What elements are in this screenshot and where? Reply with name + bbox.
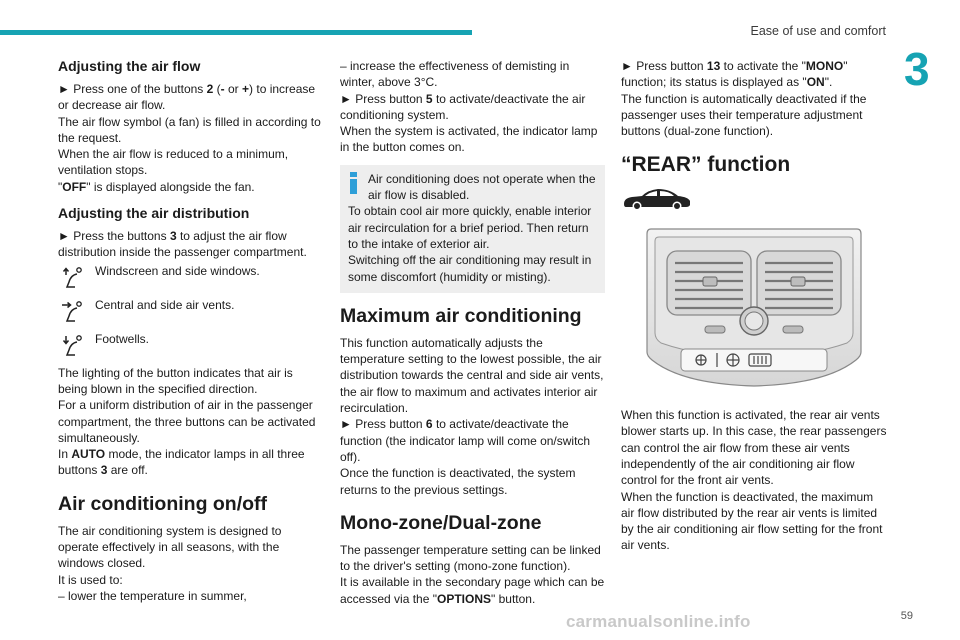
air-distribution-vents-icon <box>58 297 88 327</box>
paragraph: For a uniform distribution of air in the passenger compartment, the three buttons can be activated simultaneously. <box>58 398 316 445</box>
distribution-label: Windscreen and side windows. <box>95 263 260 278</box>
paragraph: ► Press the buttons 3 to adjust the air flow distribution inside the passenger compartment. <box>58 229 307 260</box>
paragraph: The lighting of the button indicates that air is being blown in the specified direction. <box>58 365 293 396</box>
air-distribution-footwells-icon <box>58 331 88 361</box>
paragraph: In AUTO mode, the indicator lamps in all three buttons 3 are off. <box>58 447 305 478</box>
info-icon <box>348 171 360 195</box>
heading-rear-function: “REAR” function <box>621 153 791 177</box>
distribution-item <box>58 263 323 293</box>
paragraph: The air conditioning system is designed to operate effectively in all seasons, with the windows closed. <box>58 523 282 571</box>
paragraph: – lower the temperature in summer, <box>58 588 247 603</box>
distribution-item <box>58 331 323 361</box>
watermark: carmanualsonline.info <box>566 612 751 631</box>
note-text: Air conditioning does not operate when the air flow is disabled. <box>368 171 596 203</box>
paragraph: ► Press one of the buttons 2 (- or +) to increase or decrease air flow. <box>58 82 316 113</box>
note-text: To obtain cool air more quickly, enable interior air recirculation for a brief period. Then return to the intake of exterior air. <box>348 204 592 251</box>
chapter-number: 3 <box>904 43 930 95</box>
column-2 <box>340 58 605 607</box>
paragraph: ► Press button 13 to activate the "MONO" function; its status is displayed as "ON". <box>621 59 848 90</box>
column-1 <box>58 58 323 604</box>
heading-air-conditioning: Air conditioning on/off <box>58 492 268 515</box>
paragraph: When the function is deactivated, the maximum air flow distributed by the rear air vents is limited by the air conditioning air flow setting for the front air vents. <box>621 489 883 553</box>
paragraph: The passenger temperature setting can be linked to the driver's setting (mono-zone function). <box>340 542 601 574</box>
distribution-label: Footwells. <box>95 331 150 346</box>
paragraph: The air flow symbol (a fan) is filled in according to the request. <box>58 114 321 145</box>
paragraph: – increase the effectiveness of demisting in winter, above 3°C. <box>340 59 570 90</box>
car-silhouette-icon <box>621 186 889 216</box>
header-accent-bar <box>0 30 472 35</box>
paragraph: When the system is activated, the indicator lamp in the button comes on. <box>340 124 598 155</box>
paragraph: "OFF" is displayed alongside the fan. <box>58 179 255 194</box>
rear-vent-panel-illustration <box>645 225 889 395</box>
paragraph: The function is automatically deactivated if the passenger uses their temperature adjustment buttons (dual-zone function). <box>621 91 867 139</box>
distribution-item <box>58 297 323 327</box>
info-note <box>340 165 605 293</box>
heading-mono-dual-zone: Mono-zone/Dual-zone <box>340 511 542 534</box>
paragraph: It is available in the secondary page which can be accessed via the "OPTIONS" button. <box>340 575 605 606</box>
paragraph: It is used to: <box>58 572 123 587</box>
heading-air-distribution: Adjusting the air distribution <box>58 205 250 222</box>
page-number: 59 <box>900 610 913 622</box>
paragraph: Once the function is deactivated, the system returns to the previous settings. <box>340 466 576 497</box>
paragraph: When the air flow is reduced to a minimum, ventilation stops. <box>58 147 289 178</box>
paragraph: This function automatically adjusts the temperature setting to the lowest possible, the air distribution towards the central and side air vents, the air flow to maximum and activates interior air recirculation. <box>340 335 604 416</box>
paragraph: ► Press button 6 to activate/deactivate the function (the indicator lamp will come on/switch off). <box>340 417 591 464</box>
paragraph: When this function is activated, the rear air vents blower starts up. In this case, the rear passengers can control the air flow from these air vents independently of the air conditioning air flow control for the front air vents. <box>621 408 887 488</box>
section-title: Ease of use and comfort <box>750 24 886 38</box>
distribution-label: Central and side air vents. <box>95 297 235 312</box>
heading-maximum-air-conditioning: Maximum air conditioning <box>340 304 582 327</box>
heading-air-flow: Adjusting the air flow <box>58 58 201 74</box>
column-3 <box>621 58 889 554</box>
paragraph: ► Press button 5 to activate/deactivate the air conditioning system. <box>340 91 586 122</box>
air-distribution-windscreen-icon <box>58 263 88 293</box>
note-text: Switching off the air conditioning may result in some discomfort (humidity or misting). <box>348 253 592 284</box>
